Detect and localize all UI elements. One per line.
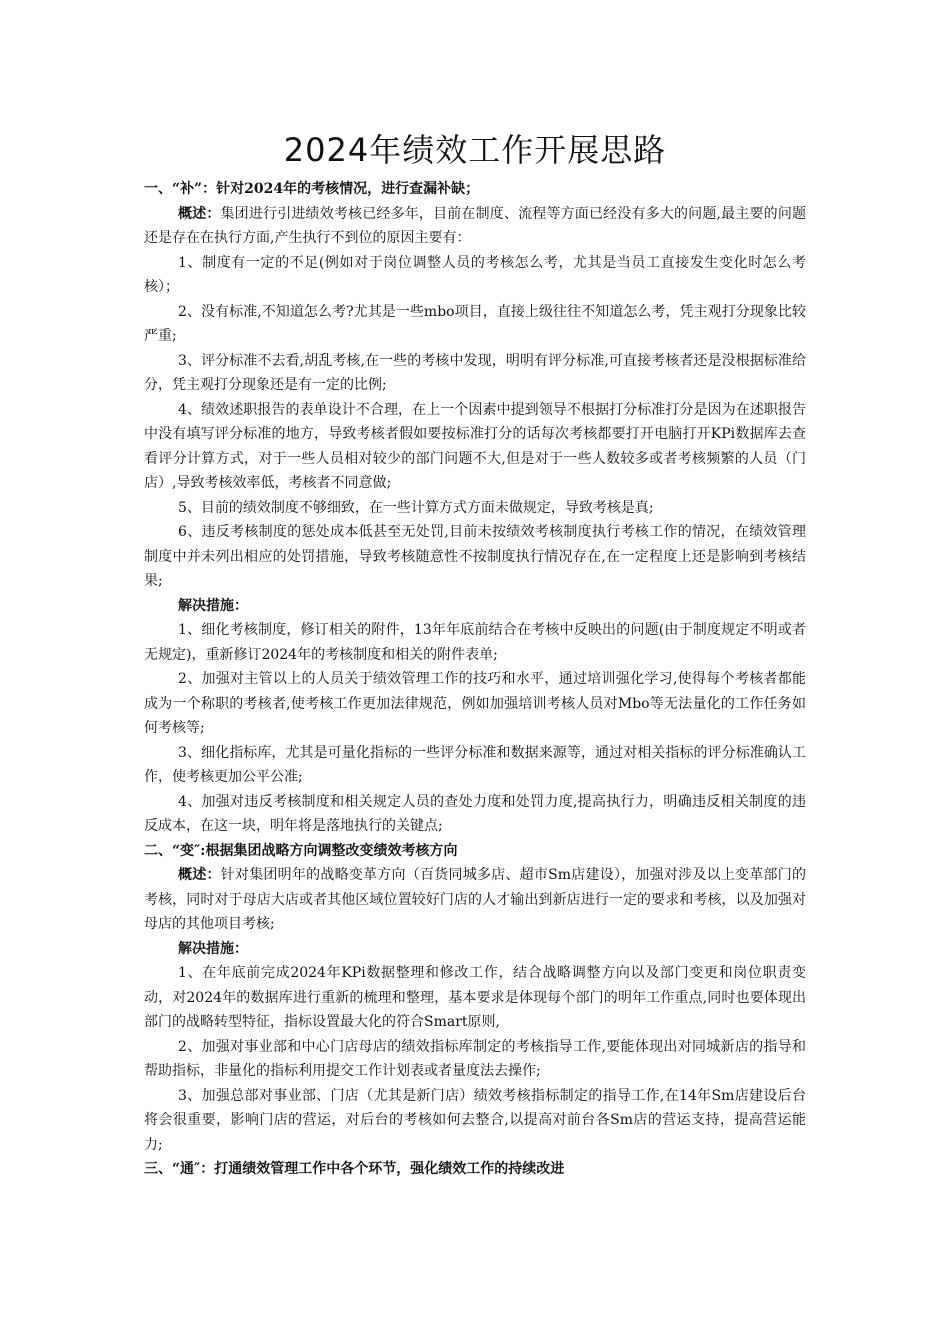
cause-item: 6、违反考核制度的惩处成本低甚至无处罚,目前未按绩效考核制度执行考核工作的情况，在绩效管理制度中并未列出相应的处罚措施，导致考核随意性不按制度执行情况存在,在一定程度上还是影响到考核结果; bbox=[144, 524, 806, 589]
overview-text: 针对集团明年的战略变革方向（百货同城多店、超市Sm店建设），加强对涉及以上变革部门的考核，同时对于母店大店或者其他区域位置较好门店的人才输出到新店进行一定的要求和考核，以及加强对母店的其他项目考核; bbox=[144, 867, 807, 932]
cause-item: 3、评分标准不去看,胡乱考核,在一些的考核中发现，明明有评分标准,可直接考核者还是没根据标准给分，凭主观打分现象还是有一定的比例; bbox=[144, 352, 806, 393]
cause-item: 5、目前的绩效制度不够细致，在一些计算方式方面未做规定，导致考核是真; bbox=[178, 499, 654, 516]
overview-label: 概述： bbox=[178, 205, 221, 222]
measures-label: 解决措施： bbox=[178, 940, 248, 957]
overview-paragraph bbox=[144, 202, 806, 251]
section-heading-2: 二、“变″:根据集团战略方向调整改变绩效考核方向 bbox=[144, 842, 458, 859]
overview-text: 集团进行引进绩效考核已经多年，目前在制度、流程等方面已经没有多大的问题,最主要的问题还是存在在执行方面,产生执行不到位的原因主要有： bbox=[144, 205, 806, 246]
section-heading-3: 三、“通″：打通绩效管理工作中各个环节，强化绩效工作的持续改进 bbox=[144, 1161, 565, 1177]
measure-item: 3、加强总部对事业部、门店（尤其是新门店）绩效考核指标制定的指导工作,在14年Sm店建设后台将会很重要，影响门店的营运，对后台的考核如何去整合,以提高对前台各Sm店的营运支持，提高营运能力; bbox=[144, 1087, 806, 1153]
document-body bbox=[144, 177, 806, 1182]
measure-item: 4、加强对违反考核制度和相关规定人员的查处力度和处罚力度,提高执行力，明确违反相关制度的违反成本，在这一块，明年将是落地执行的关键点; bbox=[144, 793, 806, 834]
measure-item: 1、在年底前完成2024年KPi数据整理和修改工作，结合战略调整方向以及部门变更和岗位职责变动，对2024年的数据库进行重新的梳理和整理，基本要求是体现每个部门的明年工作重点,同时也要体现出部门的战略转型特征，指标设置最大化的符合Smart原则, bbox=[144, 965, 806, 1030]
measure-item: 2、加强对事业部和中心门店母店的绩效指标库制定的考核指导工作,要能体现出对同城新店的指导和帮助指标，非量化的指标利用提交工作计划表或者量度法去操作; bbox=[144, 1038, 806, 1079]
cause-item: 1、制度有一定的不足(例如对于岗位调整人员的考核怎么考，尤其是当员工直接发生变化时怎么考核）； bbox=[144, 254, 806, 295]
overview-paragraph bbox=[144, 863, 806, 937]
cause-item: 2、没有标准,不知道怎么考?尤其是一些mbo项目，直接上级往往不知道怎么考，凭主观打分现象比较严重; bbox=[144, 303, 806, 344]
measure-item: 1、细化考核制度，修订相关的附件，13年年底前结合在考核中反映出的问题(由于制度规定不明或者无规定)，重新修订2024年的考核制度和相关的附件表单; bbox=[144, 622, 806, 663]
measures-label: 解决措施： bbox=[178, 597, 248, 614]
measure-item: 2、加强对主管以上的人员关于绩效管理工作的技巧和水平，通过培训强化学习,使得每个考核者都能成为一个称职的考核者,使考核工作更加法律规范，例如加强培训考核人员对Mbo等无法量化的工作任务如何考核等; bbox=[144, 671, 806, 736]
cause-item: 4、绩效述职报告的表单设计不合理，在上一个因素中提到领导不根据打分标准打分是因为在述职报告中没有填写评分标准的地方，导致考核者假如要按标准打分的话每次考核都要打开电脑打开KPi数据库去查看评分计算方式，对于一些人员相对较少的部门问题不大,但是对于一些人数较多或者考核频繁的人员（门店）,导致考核效率低，考核者不同意做; bbox=[144, 401, 806, 491]
document-title: 2024年绩效工作开展思路 bbox=[283, 131, 667, 169]
section-heading-1: 一、“补”：针对2024年的考核情况，进行查漏补缺； bbox=[144, 181, 480, 197]
measure-item: 3、细化指标库，尤其是可量化指标的一些评分标准和数据来源等，通过对相关指标的评分标准确认工作，使考核更加公平公准; bbox=[144, 744, 806, 785]
overview-label: 概述： bbox=[178, 867, 221, 883]
